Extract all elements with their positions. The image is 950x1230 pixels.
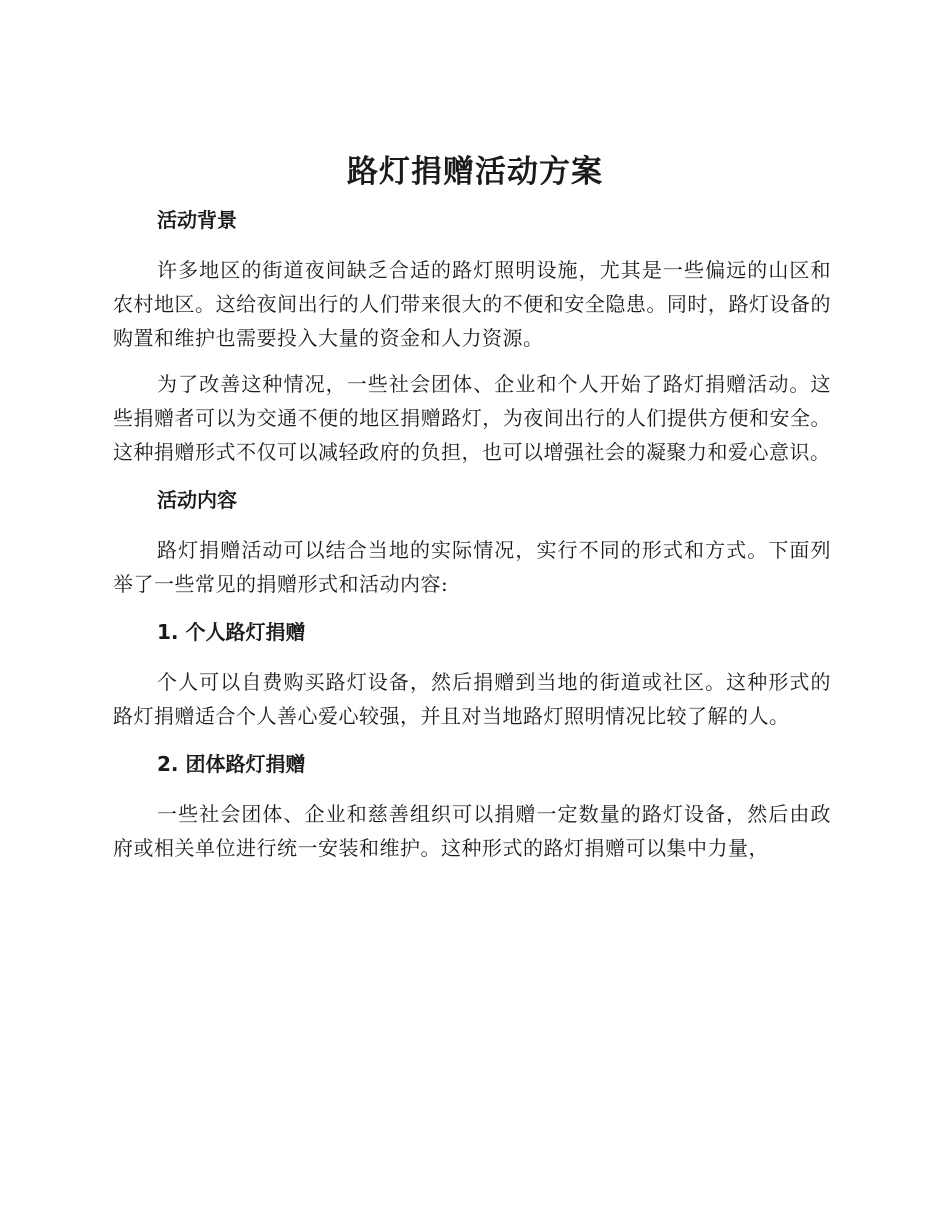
paragraph-group-1: 一些社会团体、企业和慈善组织可以捐赠一定数量的路灯设备，然后由政府或相关单位进行统一安装和维护。这种形式的路灯捐赠可以集中力量， xyxy=(113,802,831,860)
document-title: 路灯捐赠活动方案 xyxy=(347,154,603,190)
section-heading-individual: 1. 个人路灯捐赠 xyxy=(157,620,306,644)
paragraph-individual-1: 个人可以自费购买路灯设备，然后捐赠到当地的街道或社区。这种形式的路灯捐赠适合个人善心爱心较强，并且对当地路灯照明情况比较了解的人。 xyxy=(113,670,831,728)
paragraph-background-2: 为了改善这种情况，一些社会团体、企业和个人开始了路灯捐赠活动。这些捐赠者可以为交通不便的地区捐赠路灯，为夜间出行的人们提供方便和安全。这种捐赠形式不仅可以减轻政府的负担，也可以增强社会的凝聚力和爱心意识。 xyxy=(113,372,831,464)
paragraph-content-1: 路灯捐赠活动可以结合当地的实际情况，实行不同的形式和方式。下面列举了一些常见的捐赠形式和活动内容: xyxy=(113,538,831,596)
section-heading-background: 活动背景 xyxy=(157,208,237,232)
section-heading-content: 活动内容 xyxy=(157,488,237,512)
document-body xyxy=(113,197,831,865)
paragraph-background-1: 许多地区的街道夜间缺乏合适的路灯照明设施，尤其是一些偏远的山区和农村地区。这给夜间出行的人们带来很大的不便和安全隐患。同时，路灯设备的购置和维护也需要投入大量的资金和人力资源。 xyxy=(113,258,831,350)
section-heading-group: 2. 团体路灯捐赠 xyxy=(157,752,306,776)
